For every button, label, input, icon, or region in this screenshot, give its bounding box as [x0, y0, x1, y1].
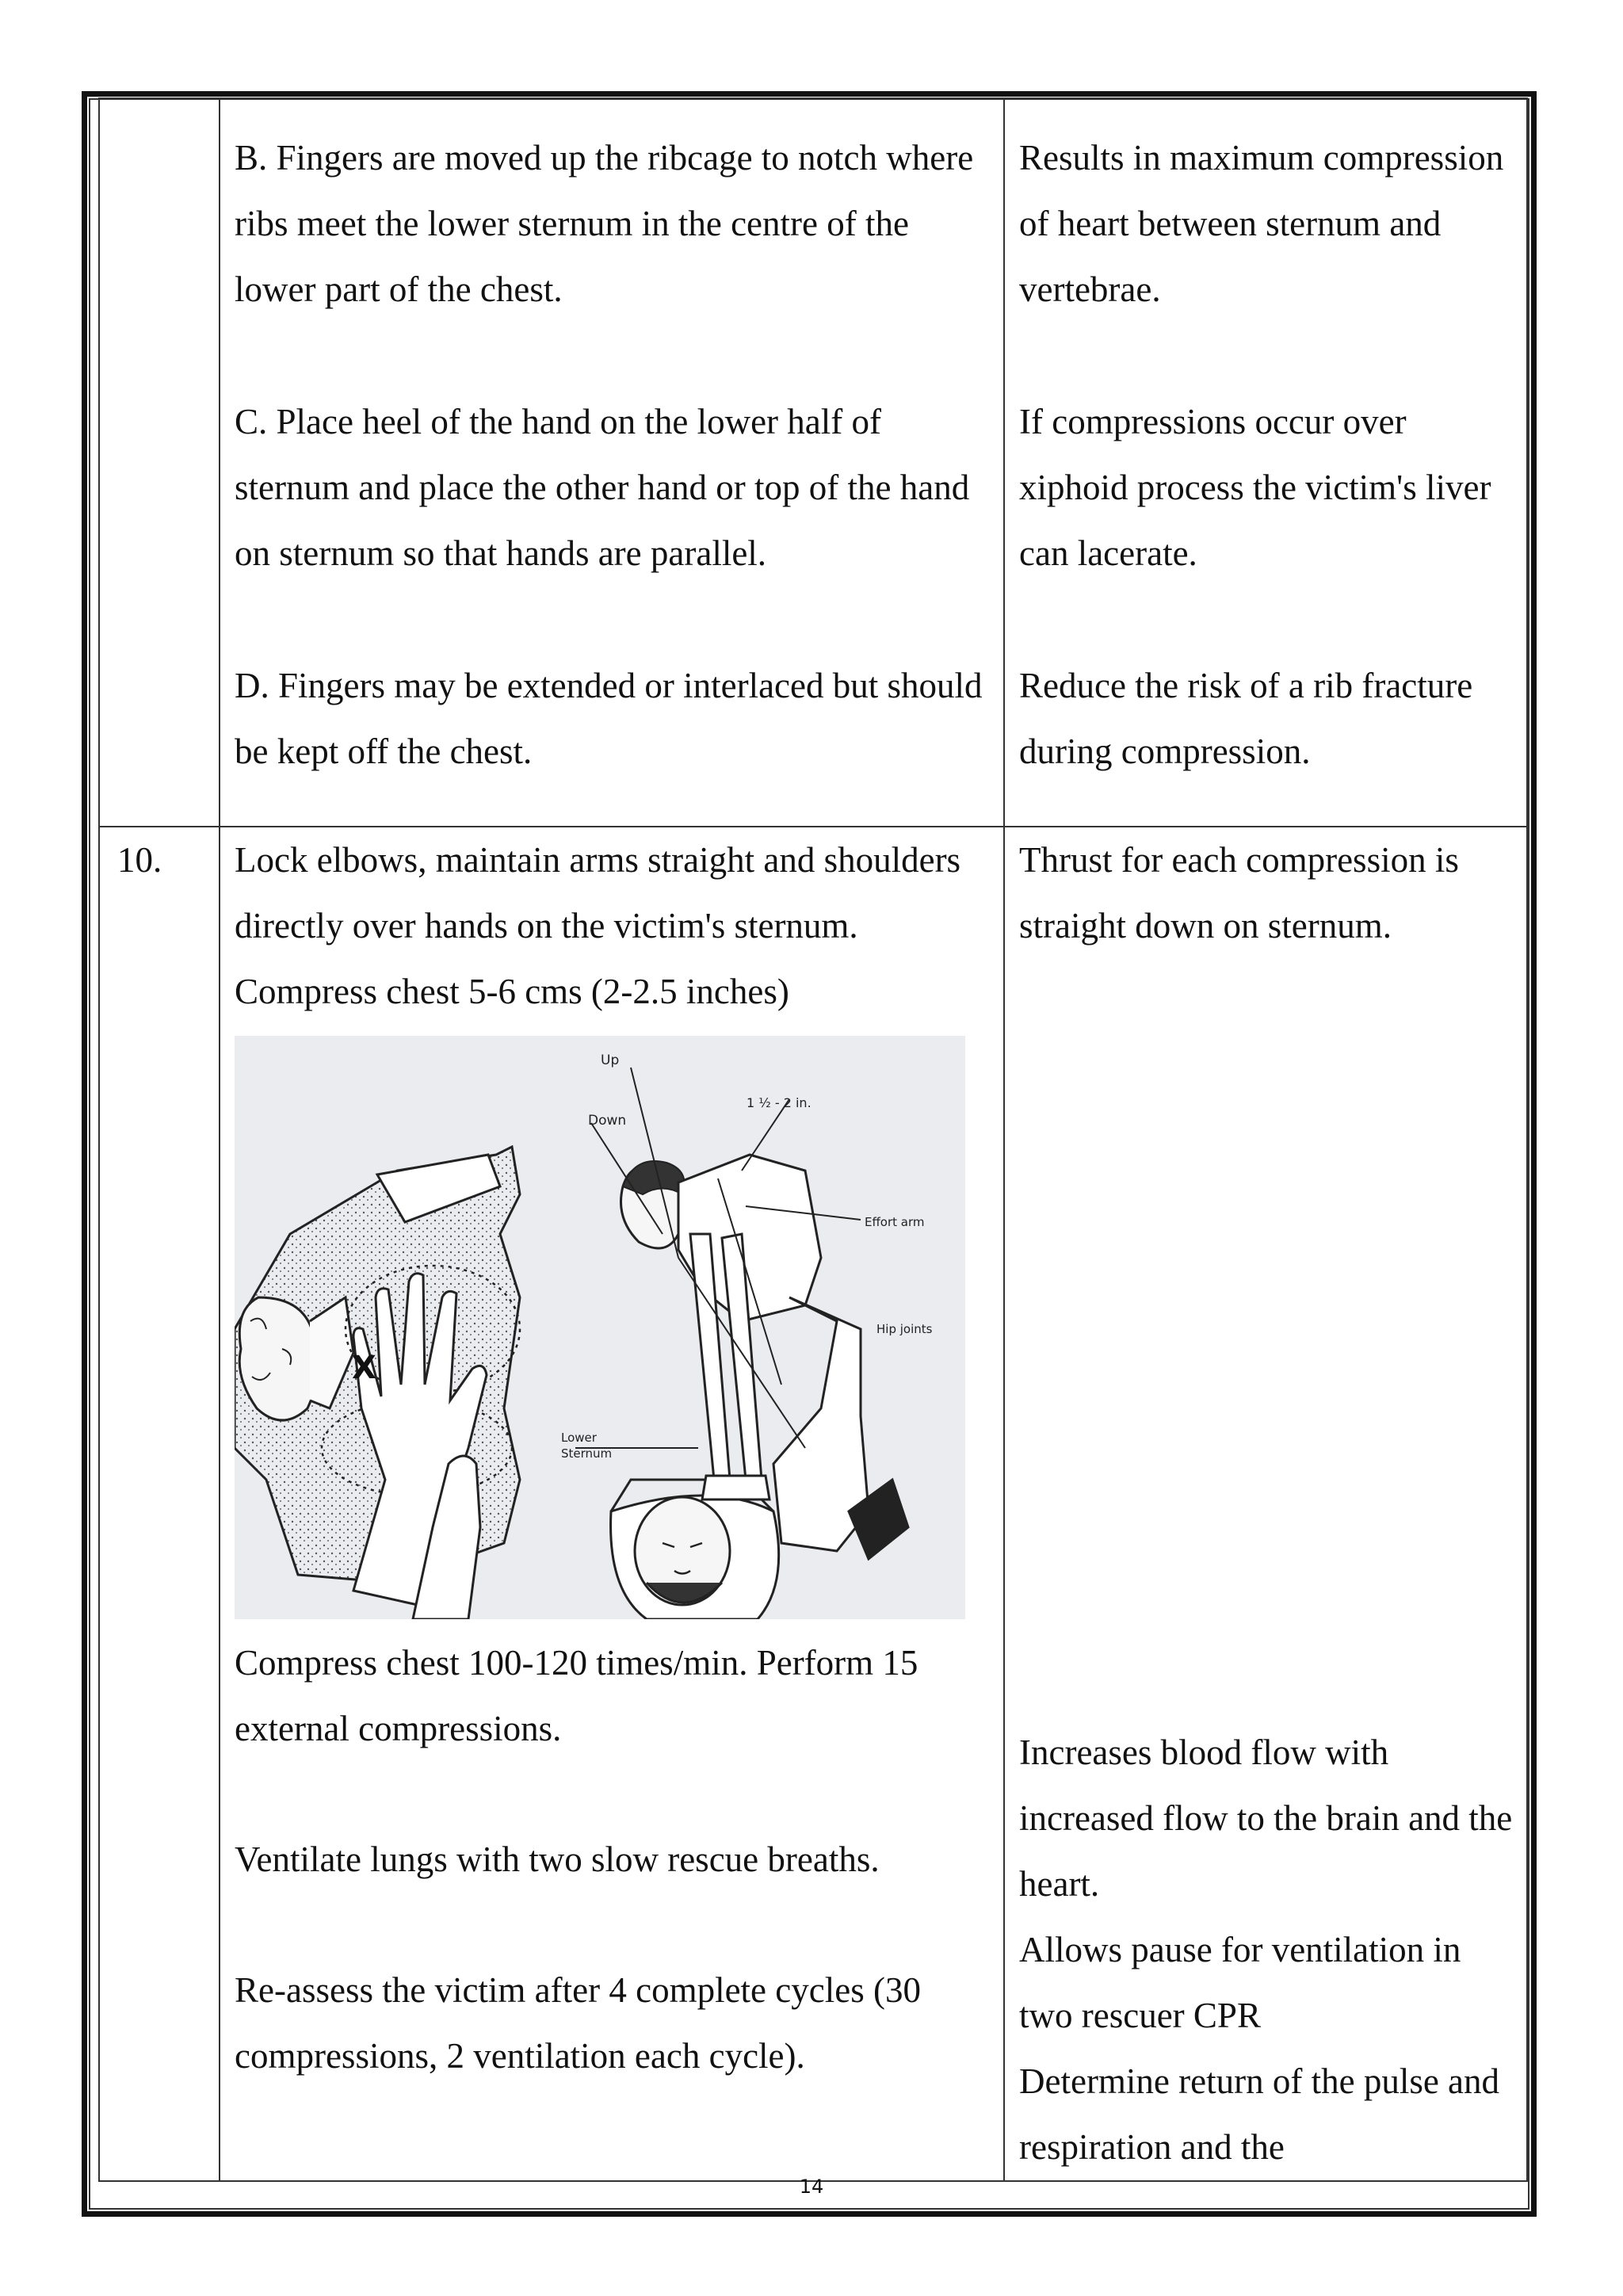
cpr-illustration	[235, 1036, 965, 1619]
reason-d: Reduce the risk of a rib fracture during compression.	[1019, 666, 1473, 771]
reason-determine: Determine return of the pulse and respiration and the	[1019, 2061, 1500, 2167]
label-lower: Lower	[561, 1431, 597, 1445]
row-number: 10.	[117, 840, 162, 880]
reason-pause: Allows pause for ventilation in two rescuer CPR	[1019, 1930, 1461, 2035]
table-row	[99, 98, 1527, 827]
label-distance: 1 ½ - 2 in.	[747, 1095, 812, 1110]
step-cell	[220, 827, 1004, 2181]
table-row	[99, 827, 1527, 2181]
label-down: Down	[588, 1113, 627, 1129]
label-sternum: Sternum	[561, 1446, 613, 1461]
step-b: B. Fingers are moved up the ribcage to notch where ribs meet the lower sternum in the centre of the lower part of the chest.	[235, 138, 974, 309]
reason-cell	[1004, 827, 1527, 2181]
page-number: 14	[799, 2176, 824, 2198]
reason-thrust: Thrust for each compression is straight down on sternum.	[1019, 840, 1459, 946]
label-up: Up	[601, 1052, 620, 1068]
step-c: C. Place heel of the hand on the lower half of sternum and place the other hand or top of the hand on sternum so that hands are parallel.	[235, 402, 970, 573]
label-effort-arm: Effort arm	[865, 1215, 925, 1229]
compression-point-mark: X	[352, 1350, 376, 1386]
reason-blood-flow: Increases blood flow with increased flow to the brain and the heart.	[1019, 1733, 1513, 1904]
row-number-cell	[99, 98, 220, 827]
step-cell	[220, 98, 1004, 827]
step-reassess: Re-assess the victim after 4 complete cycles (30 compressions, 2 ventilation each cycle).	[235, 1970, 921, 2076]
reason-cell	[1004, 98, 1527, 827]
step-compress-rate: Compress chest 100-120 times/min. Perform 15 external compressions.	[235, 1643, 918, 1748]
step-compress-depth: Compress chest 5-6 cms (2-2.5 inches)	[235, 972, 789, 1011]
cpr-drawing	[235, 1036, 965, 1619]
row-number-cell	[99, 827, 220, 2181]
reason-b: Results in maximum compression of heart between sternum and vertebrae.	[1019, 138, 1504, 309]
step-ventilate: Ventilate lungs with two slow rescue breaths.	[235, 1839, 880, 1879]
procedure-table	[98, 97, 1528, 2182]
reason-c: If compressions occur over xiphoid process the victim's liver can lacerate.	[1019, 402, 1491, 573]
label-hip-joints: Hip joints	[876, 1322, 933, 1336]
step-d: D. Fingers may be extended or interlaced but should be kept off the chest.	[235, 666, 983, 771]
step-lock-elbows: Lock elbows, maintain arms straight and shoulders directly over hands on the victim's sternum.	[235, 840, 961, 946]
